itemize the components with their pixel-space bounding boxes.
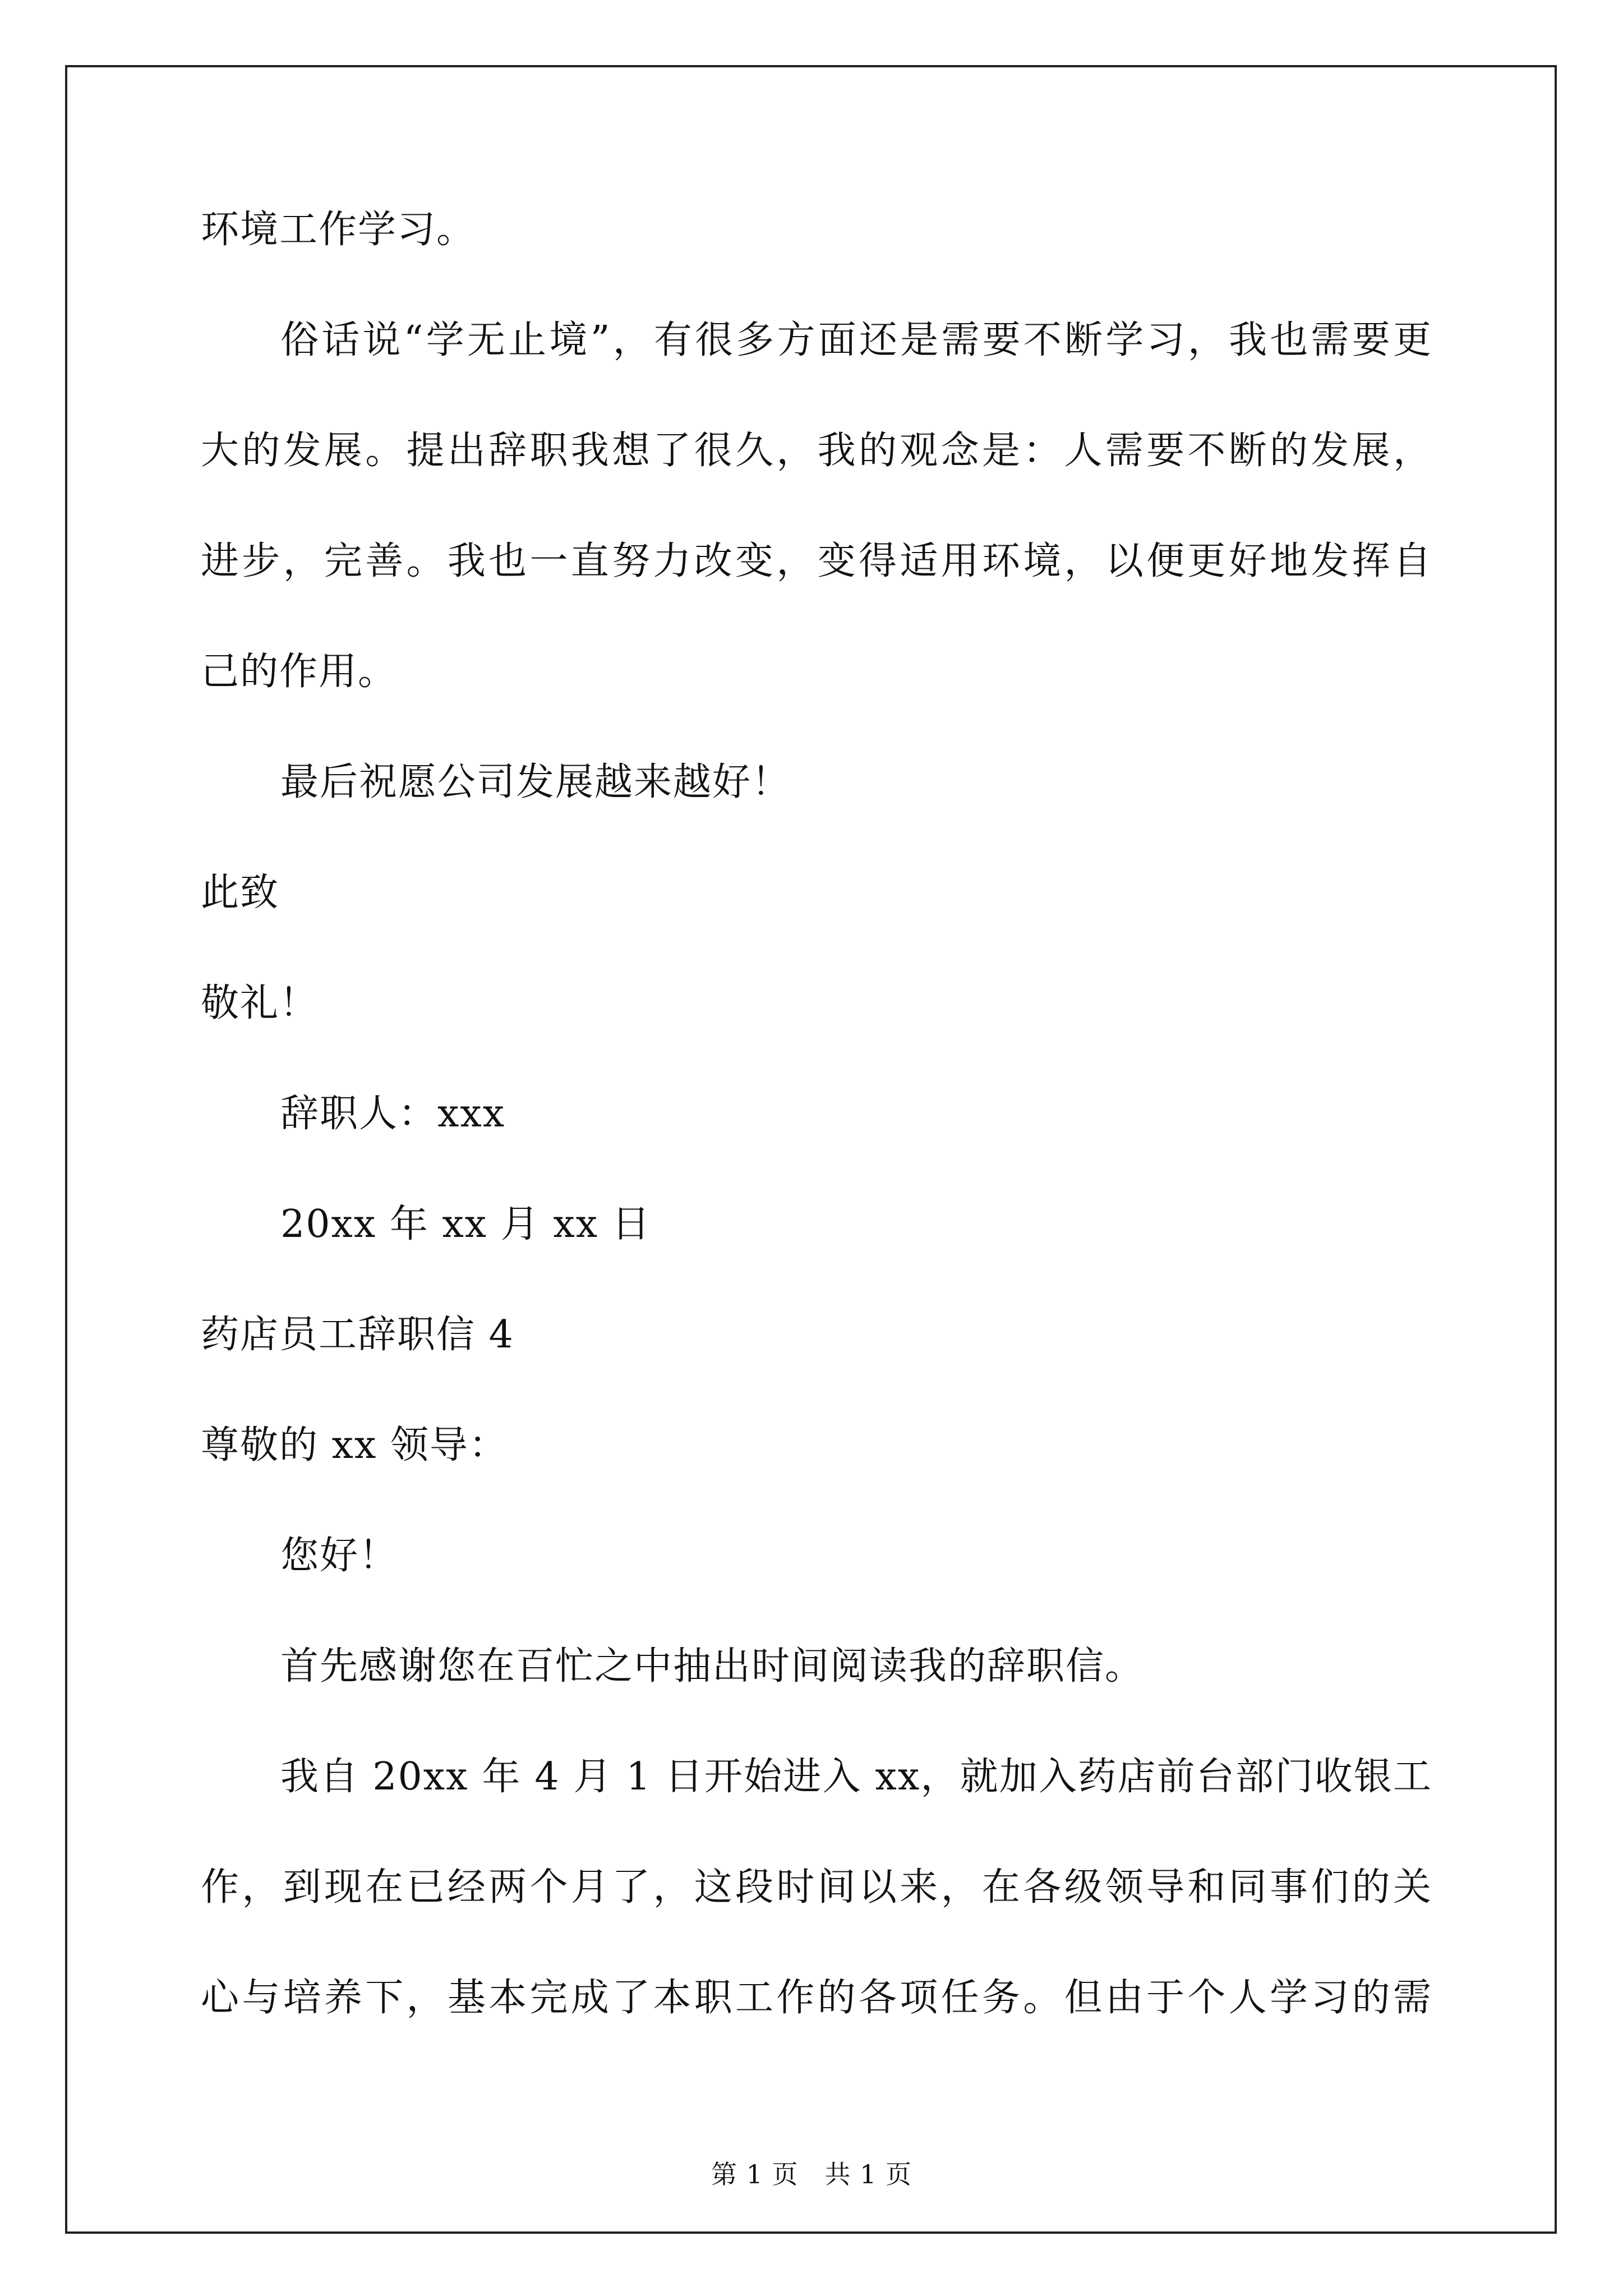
signature-line: 辞职人：xxx <box>280 1092 506 1136</box>
paragraph-line: 己的作用。 <box>201 650 398 694</box>
closing-line: 敬礼！ <box>201 981 319 1025</box>
paragraph-line: 俗话说“学无止境”，有很多方面还是需要不断学习，我也需要更 <box>280 318 1432 362</box>
text-line: 环境工作学习。 <box>201 208 476 252</box>
paragraph-line: 进步，完善。我也一直努力改变，变得适用环境，以便更好地发挥自 <box>201 539 1432 583</box>
page-footer: 第 1 页 共 1 页 <box>711 2159 912 2189</box>
paragraph-line: 大的发展。提出辞职我想了很久，我的观念是：人需要不断的发展， <box>201 429 1432 473</box>
paragraph-line: 作，到现在已经两个月了，这段时间以来，在各级领导和同事们的关 <box>201 1865 1432 1910</box>
section-title: 药店员工辞职信 4 <box>201 1313 514 1357</box>
paragraph-line: 心与培养下，基本完成了本职工作的各项任务。但由于个人学习的需 <box>201 1976 1432 2020</box>
paragraph-line: 首先感谢您在百忙之中抽出时间阅读我的辞职信。 <box>280 1644 1145 1688</box>
date-line: 20xx 年 xx 月 xx 日 <box>280 1202 651 1246</box>
closing-line: 此致 <box>201 871 280 915</box>
paragraph-line: 我自 20xx 年 4 月 1 日开始进入 xx，就加入药店前台部门收银工 <box>280 1755 1432 1799</box>
salutation-line: 尊敬的 xx 领导： <box>201 1423 508 1467</box>
paragraph-line: 最后祝愿公司发展越来越好！ <box>280 760 791 804</box>
greeting-line: 您好！ <box>280 1534 399 1578</box>
